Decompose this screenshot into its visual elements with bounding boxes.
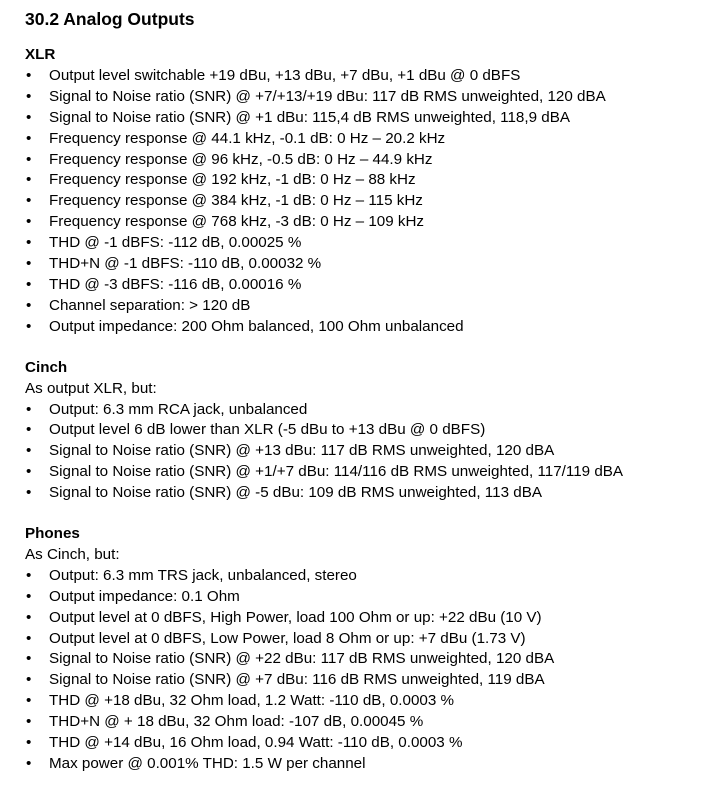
list-item [25,649,726,670]
list-item [25,483,726,504]
list-item [25,608,726,629]
list-item [25,275,726,296]
list-item-text: Output level 6 dB lower than XLR (-5 dBu to +13 dBu @ 0 dBFS) [49,421,486,439]
list-item [25,400,726,421]
sections-container [25,45,726,775]
section-heading: XLR [25,46,56,63]
bullet-icon: • [26,234,32,252]
bullet-icon: • [26,150,32,168]
bullet-icon: • [26,587,32,605]
list-item [25,87,726,108]
list-item [25,670,726,691]
list-item-text: Frequency response @ 44.1 kHz, -0.1 dB: 0 Hz – 20.2 kHz [49,129,446,147]
bullet-icon: • [26,192,32,210]
list-item [25,629,726,650]
list-item [25,733,726,754]
bullet-icon: • [26,484,32,502]
bullet-icon: • [26,671,32,689]
list-item-text: Signal to Noise ratio (SNR) @ +1 dBu: 115,4 dB RMS unweighted, 118,9 dBA [49,108,570,126]
bullet-icon: • [26,400,32,418]
list-item [25,108,726,129]
section-cinch [25,358,726,504]
list-item-text: Output impedance: 0.1 Ohm [49,587,240,605]
list-item-text: Max power @ 0.001% THD: 1.5 W per channel [49,755,366,772]
list-item-text: Signal to Noise ratio (SNR) @ +7/+13/+19 dBu: 117 dB RMS unweighted, 120 dBA [49,87,606,105]
list-item-text: THD @ -1 dBFS: -112 dB, 0.00025 % [49,234,302,252]
list-item [25,441,726,462]
bullet-icon: • [26,566,32,584]
bullet-icon: • [26,66,32,84]
list-item [25,66,726,87]
list-item-text: Frequency response @ 192 kHz, -1 dB: 0 Hz – 88 kHz [49,171,416,189]
bullet-icon: • [26,317,32,335]
list-item [25,587,726,608]
section-intro: As Cinch, but: [25,545,120,563]
list-item-text: Output: 6.3 mm TRS jack, unbalanced, stereo [49,566,357,584]
list-item [25,254,726,275]
list-item-text: THD @ +14 dBu, 16 Ohm load, 0.94 Watt: -110 dB, 0.0003 % [49,734,463,752]
list-item-text: THD+N @ -1 dBFS: -110 dB, 0.00032 % [49,255,322,273]
list-item [25,296,726,317]
bullet-icon: • [26,442,32,460]
list-item-text: Signal to Noise ratio (SNR) @ +1/+7 dBu: 114/116 dB RMS unweighted, 117/119 dBA [49,463,624,481]
list-item-text: THD @ -3 dBFS: -116 dB, 0.00016 % [49,275,302,293]
list-item-text: Output level at 0 dBFS, High Power, load 100 Ohm or up: +22 dBu (10 V) [49,608,542,626]
list-item-text: Signal to Noise ratio (SNR) @ +13 dBu: 117 dB RMS unweighted, 120 dBA [49,442,555,460]
list-item [25,233,726,254]
bullet-icon: • [26,629,32,647]
list-item-text: Signal to Noise ratio (SNR) @ +22 dBu: 117 dB RMS unweighted, 120 dBA [49,650,555,668]
list-item-text: Frequency response @ 96 kHz, -0.5 dB: 0 Hz – 44.9 kHz [49,150,433,168]
section-xlr [25,45,726,338]
list-item-text: THD+N @ + 18 dBu, 32 Ohm load: -107 dB, 0.00045 % [49,713,424,731]
bullet-icon: • [26,463,32,481]
bullet-icon: • [26,421,32,439]
bullet-icon: • [26,129,32,147]
list-item-text: THD @ +18 dBu, 32 Ohm load, 1.2 Watt: -110 dB, 0.0003 % [49,692,455,710]
list-item-text: Signal to Noise ratio (SNR) @ -5 dBu: 109 dB RMS unweighted, 113 dBA [49,484,542,502]
list-item-text: Output impedance: 200 Ohm balanced, 100 Ohm unbalanced [49,317,464,335]
bullet-list [25,566,726,775]
bullet-icon: • [26,108,32,126]
bullet-icon: • [26,734,32,752]
list-item-text: Signal to Noise ratio (SNR) @ +7 dBu: 116 dB RMS unweighted, 119 dBA [49,671,545,689]
bullet-icon: • [26,255,32,273]
bullet-icon: • [26,692,32,710]
bullet-icon: • [26,296,32,314]
section-intro: As output XLR, but: [25,379,157,397]
list-item [25,691,726,712]
list-item-text: Output: 6.3 mm RCA jack, unbalanced [49,400,308,418]
section-heading: Phones [25,525,80,543]
section-heading: Cinch [25,358,68,376]
list-item [25,191,726,212]
bullet-icon: • [26,171,32,189]
section-title: 30.2 Analog Outputs [25,9,195,29]
section-phones [25,524,726,775]
bullet-icon: • [26,87,32,105]
bullet-icon: • [26,755,32,772]
list-item [25,712,726,733]
bullet-icon: • [26,650,32,668]
bullet-icon: • [26,213,32,231]
list-item [25,566,726,587]
list-item [25,317,726,338]
bullet-icon: • [26,275,32,293]
list-item [25,150,726,171]
list-item [25,212,726,233]
bullet-list [25,400,726,505]
list-item [25,754,726,775]
bullet-list [25,66,726,338]
list-item [25,420,726,441]
list-item-text: Output level switchable +19 dBu, +13 dBu, +7 dBu, +1 dBu @ 0 dBFS [49,66,521,84]
bullet-icon: • [26,713,32,731]
list-item-text: Frequency response @ 768 kHz, -3 dB: 0 Hz – 109 kHz [49,213,425,231]
bullet-icon: • [26,608,32,626]
list-item [25,170,726,191]
list-item-text: Output level at 0 dBFS, Low Power, load 8 Ohm or up: +7 dBu (1.73 V) [49,629,526,647]
list-item-text: Channel separation: > 120 dB [49,296,251,314]
list-item-text: Frequency response @ 384 kHz, -1 dB: 0 Hz – 115 kHz [49,192,423,210]
list-item [25,462,726,483]
list-item [25,129,726,150]
